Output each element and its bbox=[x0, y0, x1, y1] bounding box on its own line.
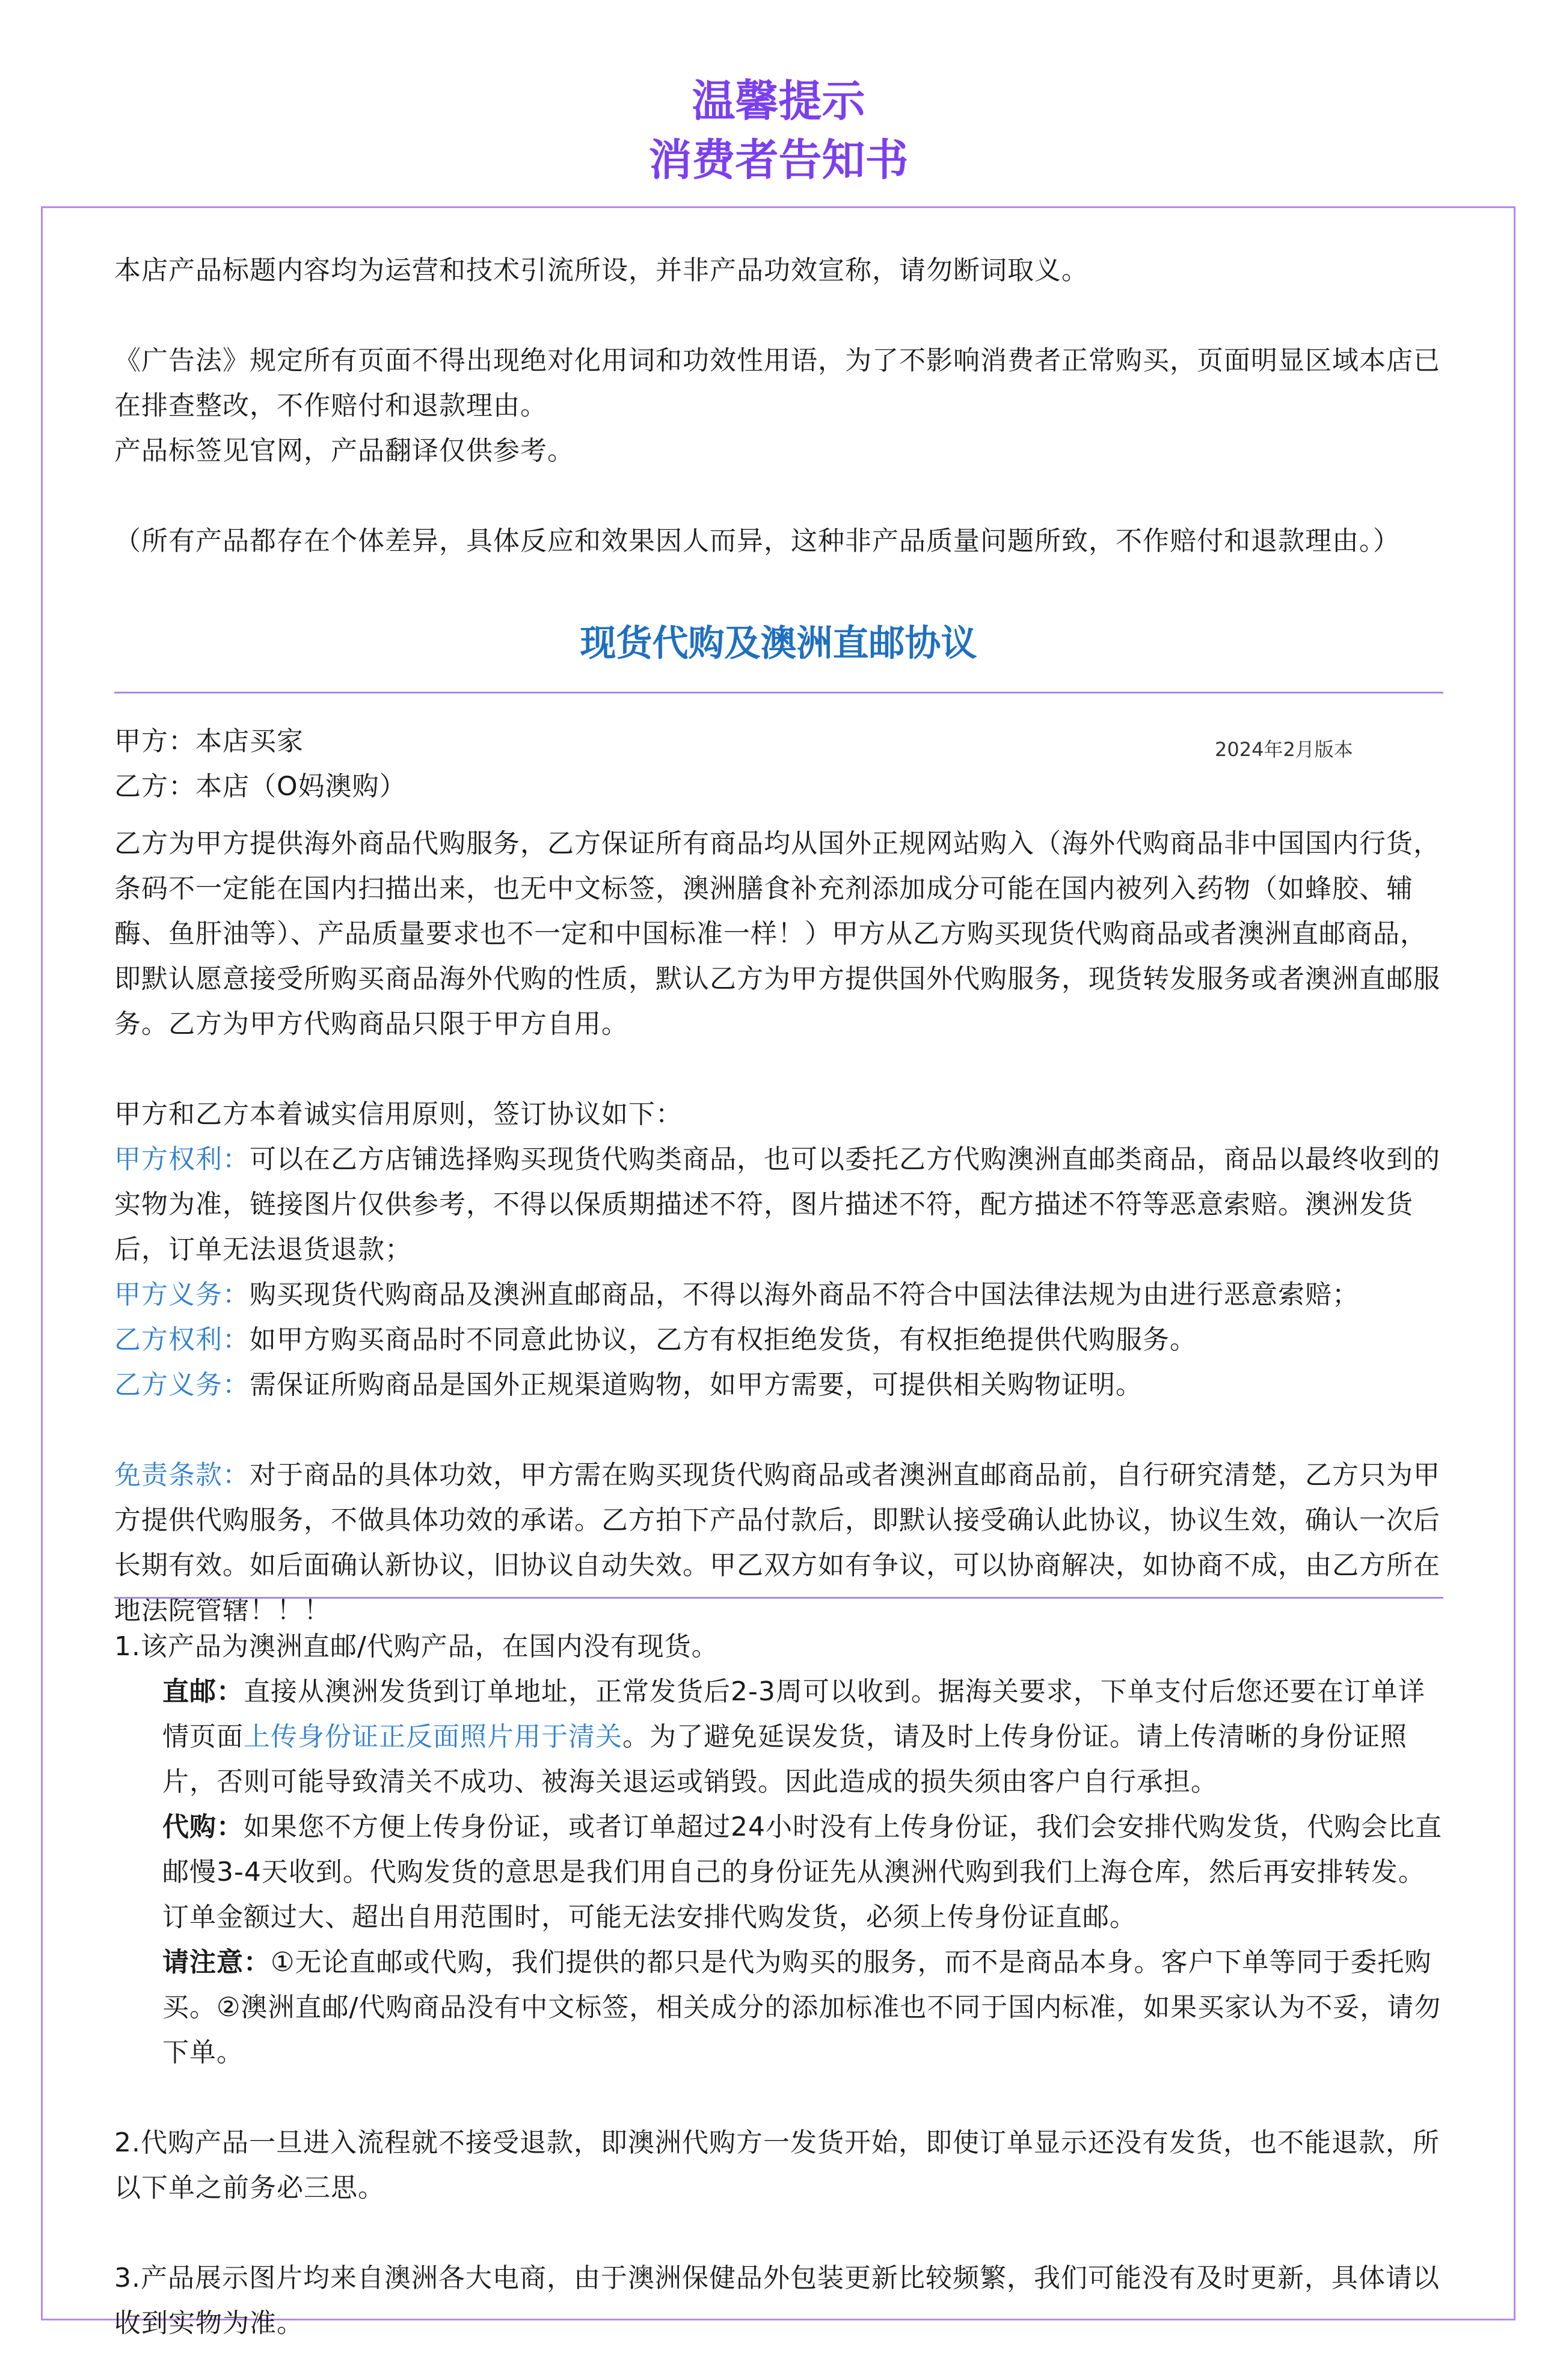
divider-top bbox=[114, 692, 1443, 693]
agreement-title: 现货代购及澳洲直邮协议 bbox=[580, 623, 977, 665]
note-1: 1.该产品为澳洲直邮/代购产品，在国内没有现货。 bbox=[114, 1631, 719, 1662]
disclaimer bbox=[114, 1453, 1443, 1633]
direct-label: 直邮： bbox=[162, 1676, 244, 1707]
page-title-line2: 消费者告知书 bbox=[648, 135, 909, 185]
party-a: 甲方：本店买家 bbox=[114, 726, 304, 757]
disclaimer-label: 免责条款： bbox=[114, 1460, 250, 1490]
page-title-line1: 温馨提示 bbox=[692, 76, 865, 126]
direct-text-a: 直接从澳洲发货到订单地址，正常发货后2-3周可以收到。据海关要求，下单支付后您还要在订单详情页面 bbox=[162, 1676, 1425, 1752]
note-proxy bbox=[114, 1804, 1443, 1940]
attention-text: ①无论直邮或代购，我们提供的都只是代为购买的服务，而不是商品本身。客户下单等同于委托购买。②澳洲直邮/代购商品没有中文标签，相关成分的添加标准也不同于国内标准，如果买家认为不妥，请勿下单。 bbox=[162, 1947, 1442, 2068]
party-a-rights bbox=[114, 1137, 1443, 1272]
intro-paragraph-1: 本店产品标题内容均为运营和技术引流所设，并非产品功效宣称，请勿断词取义。 bbox=[114, 255, 1089, 286]
divider-bottom bbox=[114, 1597, 1443, 1599]
direct-text-b: 。为了避免延误发货，请及时上传身份证。请上传清晰的身份证照片，否则可能导致清关不成功、被海关退运或销毁。因此造成的损失须由客户自行承担。 bbox=[162, 1721, 1407, 1797]
intro-paragraph-4: （所有产品都存在个体差异，具体反应和效果因人而异，这种非产品质量问题所致，不作赔付和退款理由。） bbox=[114, 526, 1400, 556]
intro-paragraph-3: 产品标签见官网，产品翻译仅供参考。 bbox=[114, 435, 574, 466]
agreement-body bbox=[114, 821, 1443, 1633]
note-2: 2.代购产品一旦进入流程就不接受退款，即澳洲代购方一发货开始，即使订单显示还没有发货，也不能退款，所以下单之前务必三思。 bbox=[114, 2127, 1440, 2203]
party-a-duties-text: 购买现货代购商品及澳洲直邮商品，不得以海外商品不符合中国法律法规为由进行恶意索赔； bbox=[250, 1279, 1359, 1310]
proxy-text: 如果您不方便上传身份证，或者订单超过24小时没有上传身份证，我们会安排代购发货，代购会比直邮慢3-4天收到。代购发货的意思是我们用自己的身份证先从澳洲代购到我们上海仓库，然后再安排转发。订单金额过大、超出自用范围时，可能无法安排代购发货，必须上传身份证直邮。 bbox=[162, 1812, 1442, 1933]
intro-section bbox=[114, 248, 1443, 564]
party-b-duties-text: 需保证所购商品是国外正规渠道购物，如甲方需要，可提供相关购物证明。 bbox=[250, 1370, 1143, 1400]
party-b-rights bbox=[114, 1317, 1443, 1362]
party-a-rights-label: 甲方权利： bbox=[114, 1144, 250, 1175]
note-direct bbox=[114, 1669, 1443, 1804]
party-a-rights-text: 可以在乙方店铺选择购买现货代购类商品，也可以委托乙方代购澳洲直邮类商品，商品以最终收到的实物为准，链接图片仅供参考，不得以保质期描述不符，图片描述不符，配方描述不符等恶意索赔。澳洲发货后，订单无法退货退款； bbox=[114, 1144, 1440, 1265]
id-upload-link[interactable]: 上传身份证正反面照片用于清关 bbox=[244, 1721, 622, 1752]
agreement-paragraph: 乙方为甲方提供海外商品代购服务，乙方保证所有商品均从国外正规网站购入（海外代购商品非中国国内行货，条码不一定能在国内扫描出来，也无中文标签，澳洲膳食补充剂添加成分可能在国内被列入药物（如蜂胶、辅酶、鱼肝油等）、产品质量要求也不一定和中国标准一样！）甲方从乙方购买现货代购商品或者澳洲直邮商品，即默认愿意接受所购买商品海外代购的性质，默认乙方为甲方提供国外代购服务，现货转发服务或者澳洲直邮服务。乙方为甲方代购商品只限于甲方自用。 bbox=[114, 828, 1440, 1039]
party-a-duties bbox=[114, 1272, 1443, 1317]
party-b-rights-text: 如甲方购买商品时不同意此协议，乙方有权拒绝发货，有权拒绝提供代购服务。 bbox=[250, 1324, 1197, 1355]
party-b: 乙方：本店（O妈澳购） bbox=[114, 771, 407, 802]
disclaimer-text: 对于商品的具体功效，甲方需在购买现货代购商品或者澳洲直邮商品前，自行研究清楚，乙方只为甲方提供代购服务，不做具体功效的承诺。乙方拍下产品付款后，即默认接受确认此协议，协议生效，确认一次后长期有效。如后面确认新协议，旧协议自动失效。甲乙双方如有争议，可以协商解决，如协商不成，由乙方所在地法院管辖！！！ bbox=[114, 1460, 1440, 1626]
intro-paragraph-2: 《广告法》规定所有页面不得出现绝对化用词和功效性用语，为了不影响消费者正常购买，页面明显区域本店已在排查整改，不作赔付和退款理由。 bbox=[114, 345, 1440, 421]
note-attention bbox=[114, 1940, 1443, 2075]
notes-section bbox=[114, 1624, 1443, 2346]
party-b-duties bbox=[114, 1362, 1443, 1407]
version-label: 2024年2月版本 bbox=[1215, 738, 1353, 761]
parties bbox=[114, 719, 1443, 809]
proxy-label: 代购： bbox=[162, 1812, 244, 1842]
party-b-duties-label: 乙方义务： bbox=[114, 1370, 250, 1400]
party-a-duties-label: 甲方义务： bbox=[114, 1279, 250, 1310]
agreement-principle: 甲方和乙方本着诚实信用原则，签订协议如下： bbox=[114, 1099, 683, 1130]
attention-label: 请注意： bbox=[162, 1947, 271, 1978]
note-3: 3.产品展示图片均来自澳洲各大电商，由于澳洲保健品外包装更新比较频繁，我们可能没有及时更新，具体请以收到实物为准。 bbox=[114, 2263, 1440, 2338]
party-b-rights-label: 乙方权利： bbox=[114, 1324, 250, 1355]
